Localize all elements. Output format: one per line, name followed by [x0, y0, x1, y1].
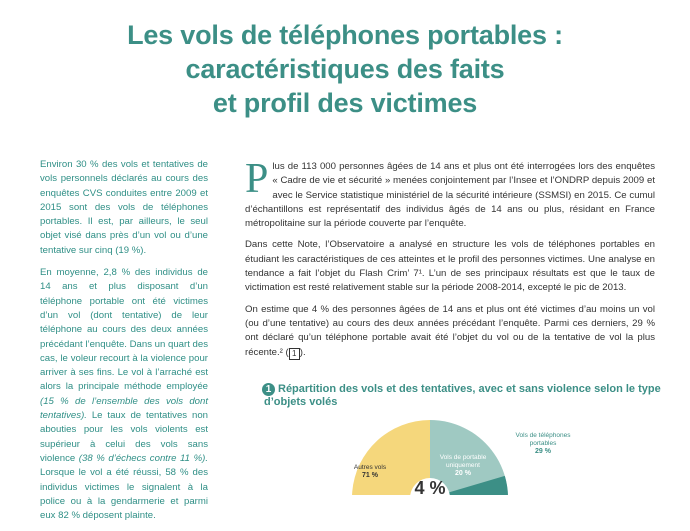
summary-paragraph-2	[40, 266, 208, 523]
pie-center-label: 4 %	[414, 478, 446, 495]
body-paragraph-1	[245, 156, 655, 231]
summary-text: parmi eux 82 % déposent plainte.	[40, 495, 209, 522]
body-text: lus de 113 000 personnes âgées de 14 ans et plus ont été interrogées lors des enquêtes « Cadre de vie et sécurité » menées conjointement par l’Insee et l’ONDRP depuis 2009 et avec le Service statistique ministériel de la sécurité intérieure (SSMSI) en 2015. Ce cumul d’échantillons est représentatif des individus âgés de 14 ans ou plus, résidant en France métropolitaine sur la période couverte par l’enquête.	[245, 161, 655, 230]
summary-emphasis: (15 % de l’ensemble des vols dont tentatives).	[40, 395, 208, 422]
dropcap: P	[245, 156, 269, 202]
body-paragraph-3: On estime que 4 % des personnes âgées de 14 ans et plus ont été victimes d’au moins un vol (ou d’une tentative) au cours des deux années précédant l’enquête. Parmi ces derniers, 29 % ont déclaré qu’un téléphone portable avait été l’objet du vol ou de la tentative de vol la plus récente.² ( 1 ).	[245, 303, 655, 358]
body-paragraph-2: Dans cette Note, l’Observatoire a analysé en structure les vols de téléphones portables en étudiant les caractéristiques de ces atteintes et le profil des personnes victimes. Une analyse en tendance a fait l’objet du Flash Crim’ 7¹. L’un de ses principaux résultats est que le taux de victimation est resté relativement stable sur la période 2008-2014, excepté le pic de 2013.	[245, 239, 655, 294]
pie-chart	[320, 408, 640, 495]
summary-column	[40, 158, 208, 531]
slice-value: 20 %	[455, 470, 471, 477]
summary-text: Lorsque le vol a été réussi, 58 % des individus victimes le signalent à la police ou à la gendarmerie et	[40, 467, 208, 507]
label-telephones	[508, 432, 578, 456]
summary-text: Le taux de tentatives non abouties pour les vols violents est supérieur à celui des vols sans violence	[40, 410, 208, 464]
figure-title-line-2: d’objets volés	[264, 396, 338, 408]
slice-value: 71 %	[362, 472, 378, 479]
summary-paragraph-1: Environ 30 % des vols et tentatives de vols personnels déclarés au cours des enquêtes CVS conduites entre 2009 et 2015 sont des vols de téléphones portables. Il est, par ailleurs, le seul objet visé dans près d’un vol ou d’une tentative sur cinq (19 %).	[40, 159, 208, 256]
summary-text: En moyenne, 2,8 % des individus de 14 ans et plus disposant d’un téléphone portable ont été victimes d’un vol (dont tentative) de leur téléphone au cours des deux années précédant l’enquête. Dans un quart des cas, le voleur recourt à la violence pour arriver à ses fins. Le vol à l’arraché est alors la principale méthode employée	[40, 267, 209, 393]
slice-label: Autres vols	[353, 464, 387, 471]
figure-title-line-1: Répartition des vols et des tentatives, avec et sans violence selon le type	[278, 383, 661, 395]
slice-label: Vols de téléphones portables	[515, 432, 571, 447]
figure-header	[262, 383, 662, 409]
title-line-1: Les vols de téléphones portables :	[127, 20, 563, 50]
label-autres-vols	[350, 464, 390, 480]
figure-reference[interactable]: 1	[289, 348, 300, 360]
body-text: ).	[299, 346, 306, 358]
body-text: On estime que 4 % des personnes âgées de 14 ans et plus ont été victimes d’au moins un vol (ou d’une tentative) au cours des deux années précédant l’enquête. Parmi ces derniers, 29 % ont déclaré qu’un téléphone portable avait été l’objet du vol ou de la tentative de vol la plus récente.²	[245, 303, 655, 358]
summary-emphasis: (38 % d’échecs contre 11 %).	[78, 452, 208, 464]
page-title	[40, 18, 650, 120]
slice-label: Vols de portable uniquement	[439, 454, 487, 469]
body-column	[245, 156, 655, 367]
title-line-2: caractéristiques des faits	[185, 54, 505, 84]
pie-chart-svg	[320, 408, 640, 495]
figure-number-badge: 1	[262, 383, 275, 396]
title-line-3: et profil des victimes	[212, 88, 478, 118]
label-portable-uniquement	[438, 454, 488, 478]
slice-value: 29 %	[535, 448, 551, 455]
